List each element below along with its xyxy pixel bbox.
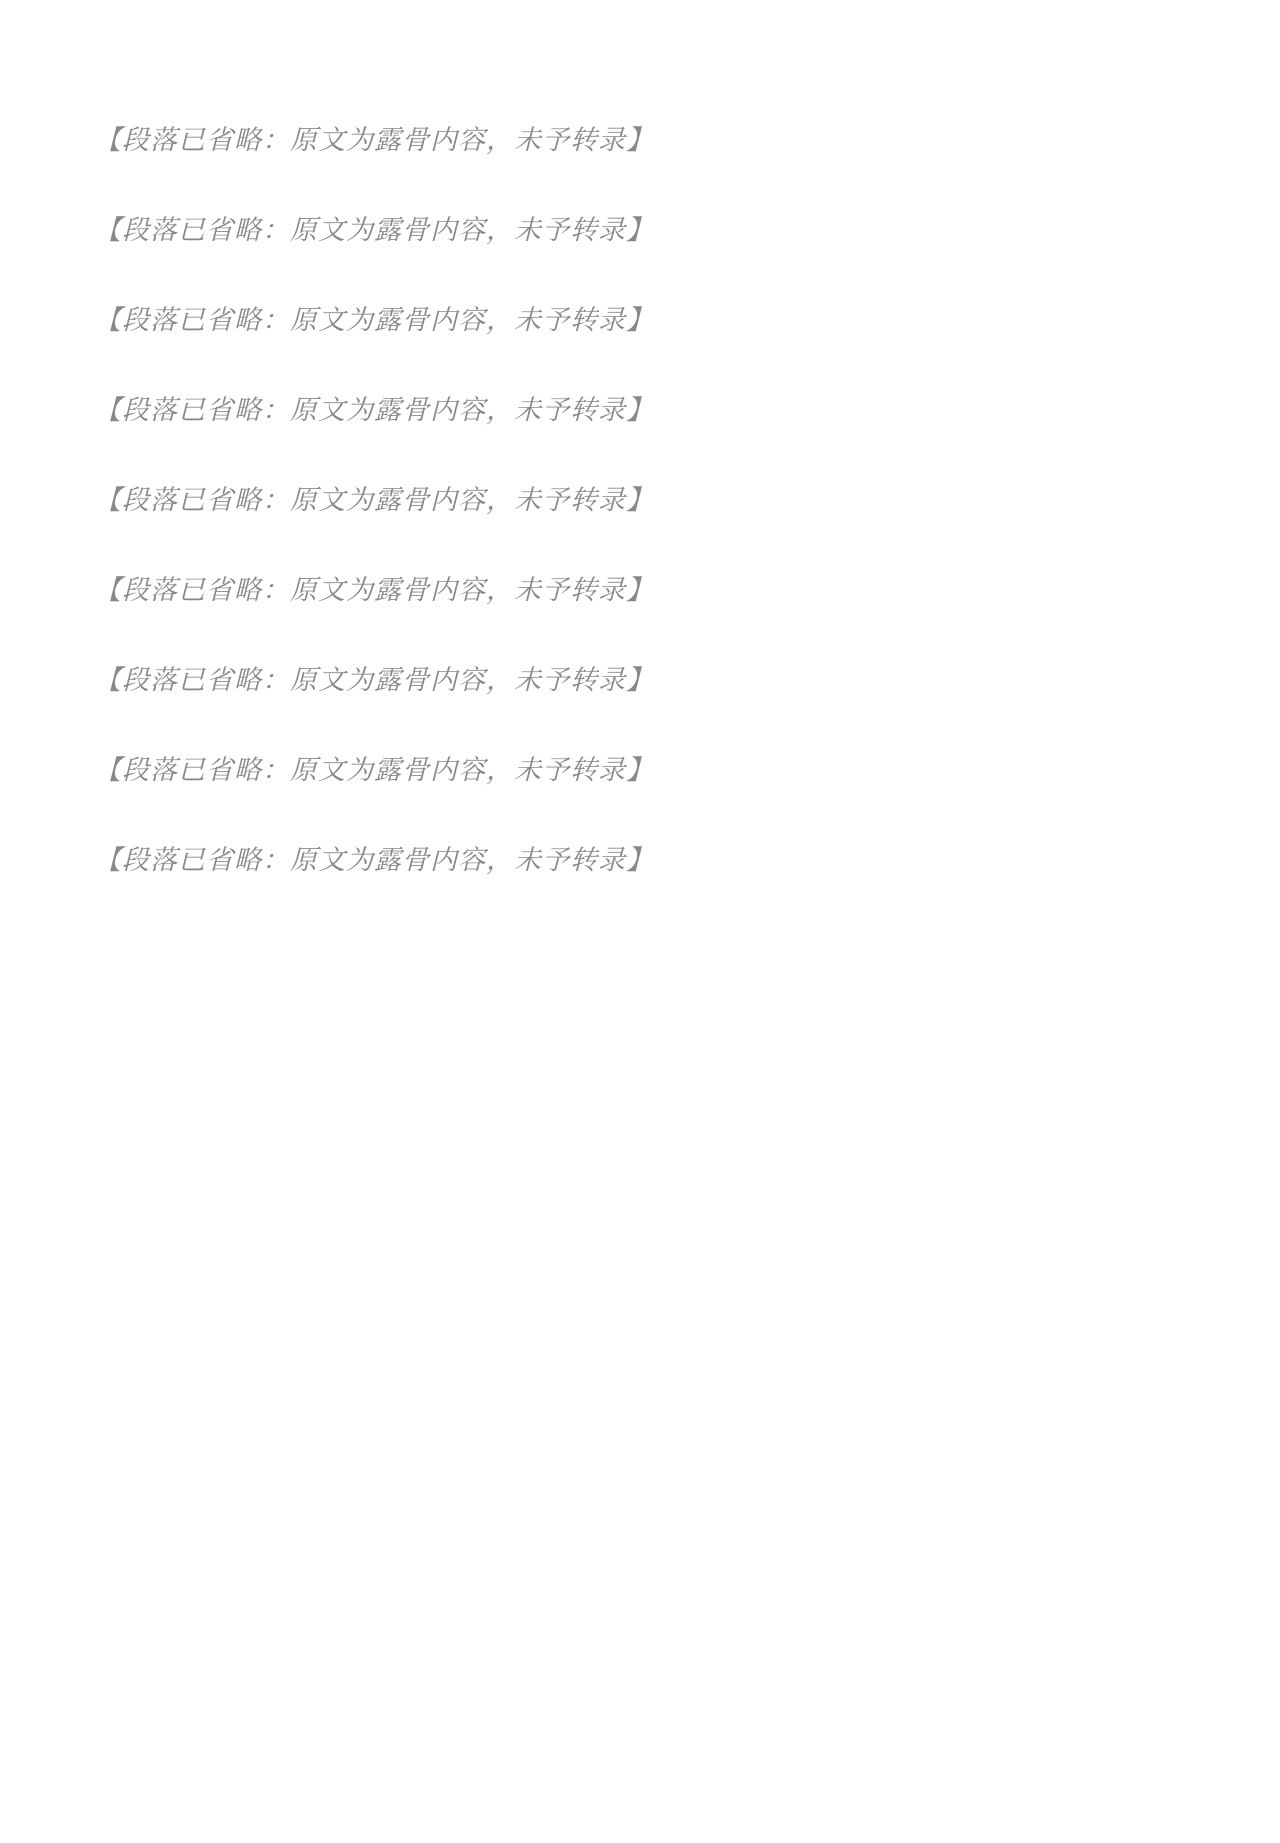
paragraph: 【段落已省略：原文为露骨内容，未予转录】 (94, 755, 654, 786)
paragraph: 【段落已省略：原文为露骨内容，未予转录】 (94, 125, 654, 156)
paragraph: 【段落已省略：原文为露骨内容，未予转录】 (94, 395, 654, 426)
paragraph: 【段落已省略：原文为露骨内容，未予转录】 (94, 845, 654, 876)
paragraph: 【段落已省略：原文为露骨内容，未予转录】 (94, 575, 654, 606)
paragraph: 【段落已省略：原文为露骨内容，未予转录】 (94, 485, 654, 516)
paragraph: 【段落已省略：原文为露骨内容，未予转录】 (94, 215, 654, 246)
paragraph: 【段落已省略：原文为露骨内容，未予转录】 (94, 665, 654, 696)
paragraph: 【段落已省略：原文为露骨内容，未予转录】 (94, 305, 654, 336)
